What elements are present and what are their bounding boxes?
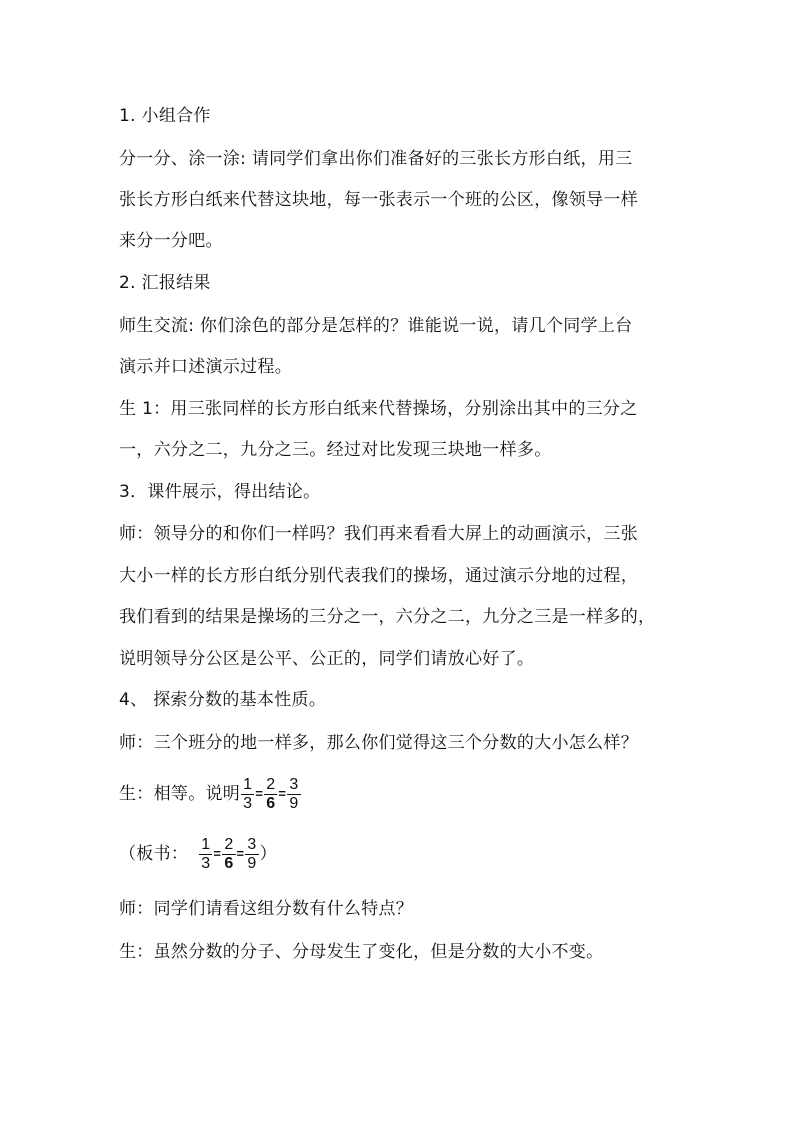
fraction-numerator: 1	[201, 835, 211, 853]
heading-report-results: 2. 汇报结果	[119, 273, 211, 293]
fraction-denominator: 6	[224, 854, 234, 872]
equation-prefix: 生：相等。说明	[119, 784, 241, 804]
fraction-denominator: 6	[266, 794, 276, 812]
paragraph-line: 师：三个班分的地一样多，那么你们觉得这三个分数的大小怎么样？	[119, 733, 638, 753]
paragraph-line: 演示并口述演示过程。	[119, 357, 292, 377]
paragraph-line: 张长方形白纸来代替这块地，每一张表示一个班的公区，像领导一样	[119, 190, 638, 210]
fraction-numerator: 1	[243, 775, 253, 793]
fraction-numerator: 2	[266, 775, 276, 793]
heading-explore-fraction-property: 4、 探索分数的基本性质。	[119, 690, 327, 710]
paragraph-line: 来分一分吧。	[119, 231, 223, 251]
fraction-denominator: 9	[247, 854, 257, 872]
fraction-three-ninths	[287, 776, 300, 813]
fraction-denominator: 3	[243, 794, 253, 812]
fraction-three-ninths	[245, 836, 258, 873]
paragraph-line: 分一分、涂一涂: 请同学们拿出你们准备好的三张长方形白纸，用三	[119, 149, 633, 169]
paragraph-line: 师：同学们请看这组分数有什么特点？	[119, 899, 414, 919]
fraction-one-third	[241, 776, 254, 813]
paragraph-line: 一，六分之二，九分之三。经过对比发现三块地一样多。	[119, 440, 552, 460]
fraction-two-sixths	[264, 776, 277, 813]
fraction-two-sixths	[222, 836, 235, 873]
board-writing-line	[119, 832, 689, 876]
fraction-numerator: 3	[247, 835, 257, 853]
paragraph-line: 生 1：用三张同样的长方形白纸来代替操场，分别涂出其中的三分之	[119, 399, 638, 419]
paragraph-line: 师生交流: 你们涂色的部分是怎样的？谁能说一说，请几个同学上台	[119, 316, 633, 336]
paragraph-line: 生：虽然分数的分子、分母发生了变化，但是分数的大小不变。	[119, 942, 604, 962]
board-prefix: （板书：	[119, 844, 189, 864]
equals-sign: =	[278, 786, 287, 801]
equals-sign: =	[255, 786, 264, 801]
board-suffix: ）	[259, 844, 277, 864]
fraction-numerator: 2	[224, 835, 234, 853]
heading-courseware-display: 3．课件展示，得出结论。	[119, 482, 321, 502]
equation-line	[119, 772, 689, 816]
equals-sign: =	[213, 846, 222, 861]
paragraph-line: 大小一样的长方形白纸分别代表我们的操场，通过演示分地的过程，	[119, 566, 638, 586]
paragraph-line: 我们看到的结果是操场的三分之一，六分之二，九分之三是一样多的，	[119, 607, 656, 627]
fraction-one-third	[199, 836, 212, 873]
fraction-denominator: 9	[289, 794, 299, 812]
heading-group-work: 1. 小组合作	[119, 106, 211, 126]
fraction-numerator: 3	[289, 775, 299, 793]
paragraph-line: 说明领导分公区是公平、公正的，同学们请放心好了。	[119, 649, 535, 669]
equals-sign: =	[236, 846, 245, 861]
paragraph-line: 师：领导分的和你们一样吗？我们再来看看大屏上的动画演示，三张	[119, 524, 638, 544]
fraction-denominator: 3	[201, 854, 211, 872]
